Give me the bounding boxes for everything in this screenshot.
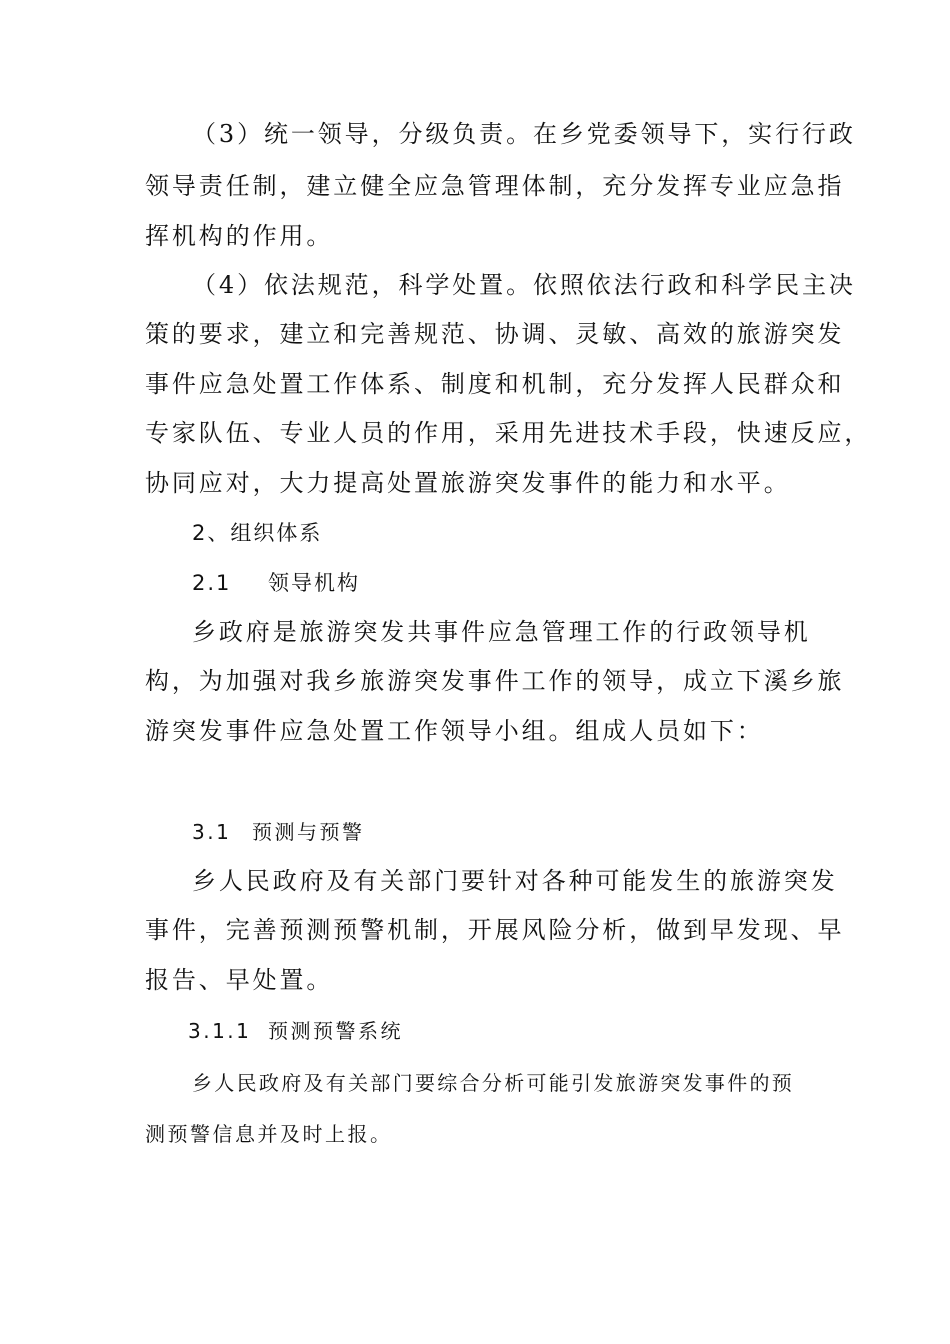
paragraph-4-line-4: 专家队伍、专业人员的作用，采用先进技术手段，快速反应， — [145, 419, 872, 447]
section-2-1-title: 领导机构 — [268, 571, 360, 595]
paragraph-4-line-1: （4）依法规范，科学处置。依照依法行政和科学民主决 — [192, 271, 856, 299]
paragraph-4-line-2: 策的要求，建立和完善规范、协调、灵敏、高效的旅游突发 — [145, 320, 845, 348]
section-3-1-heading — [192, 817, 365, 847]
section-3-1-title: 预测与预警 — [252, 820, 365, 844]
section-3-1-1-title: 预测预警系统 — [268, 1019, 403, 1043]
paragraph-3-1-1-line-2: 测预警信息并及时上报。 — [145, 1122, 393, 1146]
section-2-heading: 2、组织体系 — [192, 521, 323, 545]
section-2-1-heading — [192, 568, 360, 598]
paragraph-3-1-line-1: 乡人民政府及有关部门要针对各种可能发生的旅游突发 — [192, 867, 838, 895]
section-2-1-number: 2.1 — [192, 571, 232, 595]
paragraph-3-line-2: 领导责任制，建立健全应急管理体制，充分发挥专业应急指 — [145, 172, 845, 200]
paragraph-2-1-line-3: 游突发事件应急处置工作领导小组。组成人员如下： — [145, 717, 764, 745]
paragraph-2-1-line-2: 构，为加强对我乡旅游突发事件工作的领导，成立下溪乡旅 — [145, 667, 845, 695]
paragraph-3-line-1: （3）统一领导，分级负责。在乡党委领导下，实行行政 — [192, 120, 856, 148]
paragraph-2-1-line-1: 乡政府是旅游突发共事件应急管理工作的行政领导机 — [192, 618, 811, 646]
paragraph-4-line-5: 协同应对，大力提高处置旅游突发事件的能力和水平。 — [145, 469, 791, 497]
section-3-1-number: 3.1 — [192, 820, 232, 844]
paragraph-3-1-line-2: 事件，完善预测预警机制，开展风险分析，做到早发现、早 — [145, 916, 845, 944]
paragraph-3-1-1-line-1: 乡人民政府及有关部门要综合分析可能引发旅游突发事件的预 — [192, 1071, 795, 1095]
paragraph-3-1-line-3: 报告、早处置。 — [145, 966, 334, 994]
paragraph-4-line-3: 事件应急处置工作体系、制度和机制，充分发挥人民群众和 — [145, 370, 845, 398]
section-3-1-1-number: 3.1.1 — [188, 1019, 252, 1043]
paragraph-3-line-3: 挥机构的作用。 — [145, 222, 334, 250]
section-3-1-1-heading — [188, 1016, 403, 1046]
